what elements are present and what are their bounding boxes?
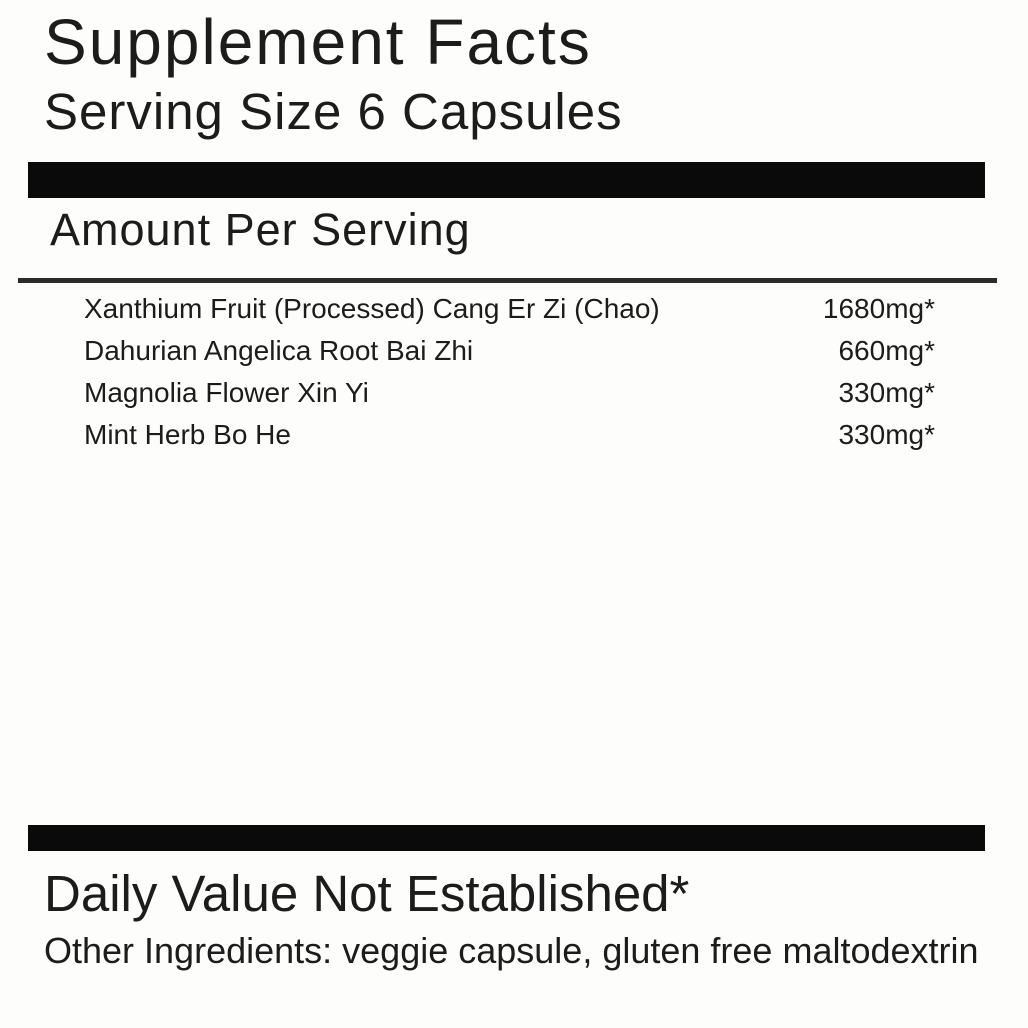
heavy-rule-bottom bbox=[28, 825, 985, 851]
daily-value-footnote: Daily Value Not Established* bbox=[44, 865, 690, 922]
serving-size-text: Serving Size 6 Capsules bbox=[44, 83, 623, 140]
thin-rule bbox=[18, 278, 997, 283]
heavy-rule-top bbox=[28, 162, 985, 198]
other-ingredients-text: Other Ingredients: veggie capsule, gluten free maltodextrin bbox=[44, 930, 979, 971]
ingredient-amount: 1680mg* bbox=[822, 293, 935, 324]
ingredient-amount: 330mg* bbox=[838, 377, 935, 408]
ingredient-amount: 330mg* bbox=[838, 419, 935, 450]
ingredient-name: Xanthium Fruit (Processed) Cang Er Zi (Chao) bbox=[84, 293, 660, 324]
amount-per-serving-heading: Amount Per Serving bbox=[50, 204, 471, 255]
ingredient-amount: 660mg* bbox=[838, 335, 935, 366]
ingredient-row bbox=[84, 288, 935, 330]
ingredient-name: Mint Herb Bo He bbox=[84, 419, 291, 450]
ingredient-row bbox=[84, 330, 935, 372]
ingredient-row bbox=[84, 372, 935, 414]
supplement-facts-title: Supplement Facts bbox=[44, 6, 592, 78]
ingredient-row bbox=[84, 414, 935, 456]
ingredient-table bbox=[84, 288, 935, 456]
ingredient-name: Magnolia Flower Xin Yi bbox=[84, 377, 369, 408]
ingredient-name: Dahurian Angelica Root Bai Zhi bbox=[84, 335, 474, 366]
